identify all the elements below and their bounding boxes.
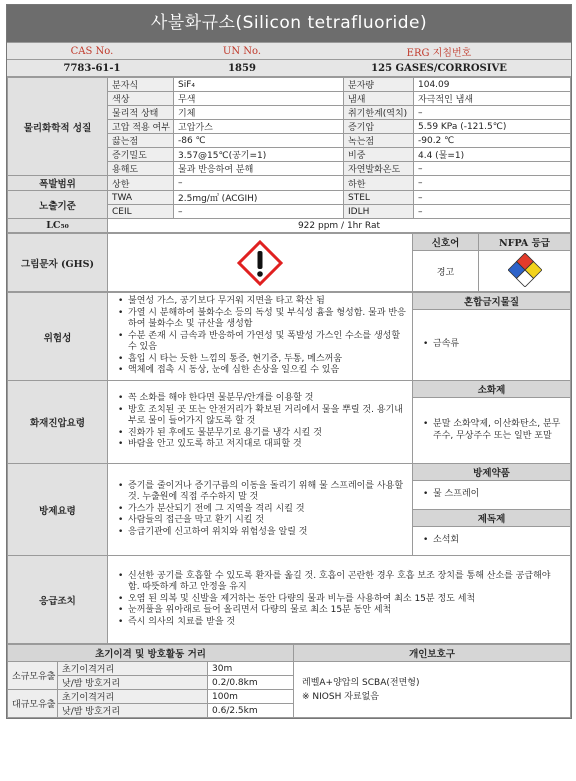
erg-label: ERG 지침번호: [307, 43, 571, 60]
prop-value: 4.4 (물=1): [414, 148, 571, 162]
ghs-pictogram: [112, 240, 408, 286]
list-item: • 소석회: [433, 535, 564, 547]
explosion-section-label: 폭발범위: [8, 176, 108, 191]
list-item: • 수분 존재 시 금속과 반응하여 가연성 및 폭발성 가스인 수소를 생성할 수 있음: [128, 331, 406, 354]
list-item: • 흡입 시 타는 듯한 느낌의 통증, 현기증, 두통, 메스꺼움: [128, 354, 406, 366]
list-item: • 불연성 가스, 공기보다 무거워 지면을 타고 확산 됨: [128, 296, 406, 308]
cas-value: 7783-61-1: [7, 60, 177, 77]
prop-key: 상한: [108, 176, 174, 191]
control-section-label: 방제요령: [8, 464, 108, 556]
list-item: • 진화가 된 후에도 물분무기로 용기를 냉각 시킬 것: [128, 428, 406, 440]
prop-value: –: [414, 106, 571, 120]
prop-key: CEIL: [108, 205, 174, 219]
prop-key: 자연발화온도: [344, 162, 414, 176]
isolation-key: 초기이격거리: [58, 690, 208, 704]
msds-sheet: [6, 4, 572, 719]
list-item: • 가스가 분산되기 전에 그 지역을 격리 시킬 것: [128, 504, 406, 516]
isolation-key: 낮/밤 방호거리: [58, 704, 208, 718]
id-table: [7, 42, 571, 77]
isolation-table: [7, 644, 571, 718]
prop-value: 5.59 KPa (-121.5℃): [414, 120, 571, 134]
physical-section-label: 물리화학적 성질: [8, 78, 108, 176]
prop-key: TWA: [108, 191, 174, 205]
prop-value: 2.5mg/㎥ (ACGIH): [174, 191, 344, 205]
large-spill-label: 대규모유출: [8, 690, 58, 718]
signal-word-label: 신호어: [413, 234, 479, 251]
exclamation-mark-pictogram-icon: [237, 240, 283, 286]
list-item: • 증기를 줄이거나 증기구름의 이동을 돌리기 위해 물 스프레이를 사용할 것. 누출원에 직접 주수하지 말 것: [128, 481, 406, 504]
prop-key: 용해도: [108, 162, 174, 176]
ghs-label: 그림문자 (GHS): [8, 234, 108, 292]
list-item: • 응급기관에 신고하여 위치와 위험성을 알릴 것: [128, 527, 406, 539]
list-item: • 꼭 소화를 해야 한다면 물분무/안개를 이용할 것: [128, 393, 406, 405]
prop-value: SiF₄: [174, 78, 344, 92]
nfpa-diamond-icon: [508, 253, 542, 287]
un-value: 1859: [177, 60, 307, 77]
list-item: • 사람들의 접근을 막고 환기 시킬 것: [128, 515, 406, 527]
prop-value: –: [414, 191, 571, 205]
isolation-value: 0.6/2.5km: [208, 704, 294, 718]
prop-value: 고압가스: [174, 120, 344, 134]
page-title: 사불화규소(Silicon tetrafluoride): [7, 5, 571, 42]
lc50-value: 922 ppm / 1hr Rat: [108, 219, 571, 233]
neutralizer-label: 제독제: [413, 510, 571, 527]
prop-value: 기체: [174, 106, 344, 120]
prop-value: –: [414, 176, 571, 191]
lc50-label: LC₅₀: [8, 219, 108, 233]
prop-value: –: [174, 205, 344, 219]
prop-key: 하한: [344, 176, 414, 191]
incompatible-label: 혼합금지물질: [413, 293, 571, 310]
ppe-section-label: 개인보호구: [294, 645, 571, 662]
prop-value: –: [174, 176, 344, 191]
isolation-key: 초기이격거리: [58, 662, 208, 676]
prop-value: -90.2 ℃: [414, 134, 571, 148]
prop-value: –: [414, 205, 571, 219]
cas-label: CAS No.: [7, 43, 177, 60]
erg-value: 125 GASES/CORROSIVE: [307, 60, 571, 77]
property-table: [7, 77, 571, 233]
list-item: • 오염 된 의복 및 신발을 제거하는 동안 다량의 물과 비누를 사용하여 최소 15분 정도 세척: [128, 594, 564, 606]
hazard-list: [114, 296, 406, 377]
small-spill-label: 소규모유출: [8, 662, 58, 690]
fire-list: [114, 393, 406, 451]
prop-value: 자극적인 냄새: [414, 92, 571, 106]
list-item: • 액체에 접촉 시 동상, 눈에 심한 손상을 일으킬 수 있음: [128, 365, 406, 377]
control-agent-label: 방제약품: [413, 464, 571, 481]
prop-value: 물과 반응하여 분해: [174, 162, 344, 176]
isolation-key: 낮/밤 방호거리: [58, 676, 208, 690]
extinguisher-label: 소화제: [413, 381, 571, 398]
prop-key: 물리적 상태: [108, 106, 174, 120]
hazard-table: [7, 292, 571, 644]
list-item: • 신선한 공기를 호흡할 수 있도록 환자를 옮길 것. 호흡이 곤란한 경우 호흡 보조 장치를 통해 산소를 공급해야 함. 따뜻하게 하고 안정을 유지: [128, 571, 564, 594]
isolation-section-label: 초기이격 및 방호활동 거리: [8, 645, 294, 662]
ghs-table: [7, 233, 571, 292]
prop-key: 녹는점: [344, 134, 414, 148]
exposure-section-label: 노출기준: [8, 191, 108, 219]
list-item: • 금속류: [433, 339, 564, 351]
prop-key: IDLH: [344, 205, 414, 219]
isolation-value: 0.2/0.8km: [208, 676, 294, 690]
prop-value: -86 ℃: [174, 134, 344, 148]
prop-value: 3.57@15℃(공기=1): [174, 148, 344, 162]
prop-key: STEL: [344, 191, 414, 205]
prop-key: 증기압: [344, 120, 414, 134]
prop-value: 104.09: [414, 78, 571, 92]
nfpa-label: NFPA 등급: [479, 234, 571, 251]
prop-key: 분자량: [344, 78, 414, 92]
list-item: • 방호 조치된 곳 또는 안전거리가 확보된 거리에서 물을 뿌릴 것. 용기내부로 물이 들어가지 않도록 할 것: [128, 405, 406, 428]
hazard-section-label: 위험성: [8, 293, 108, 381]
list-item: • 바람을 안고 있도록 하고 저지대로 대피할 것: [128, 439, 406, 451]
firstaid-section-label: 응급조치: [8, 556, 108, 644]
control-list: [114, 481, 406, 539]
isolation-value: 100m: [208, 690, 294, 704]
firstaid-list: [114, 571, 564, 629]
isolation-value: 30m: [208, 662, 294, 676]
prop-key: 취기한계(역치): [344, 106, 414, 120]
un-label: UN No.: [177, 43, 307, 60]
prop-key: 비중: [344, 148, 414, 162]
list-item: • 물 스프레이: [433, 489, 564, 501]
prop-value: 무색: [174, 92, 344, 106]
list-item: • 분말 소화약제, 이산화탄소, 분무주수, 무상주수 또는 일반 포말: [433, 419, 564, 442]
prop-value: –: [414, 162, 571, 176]
fire-section-label: 화재진압요령: [8, 381, 108, 464]
prop-key: 색상: [108, 92, 174, 106]
list-item: • 즉시 의사의 치료를 받을 것: [128, 617, 564, 629]
ppe-note: ※ NIOSH 자료없음: [302, 691, 380, 702]
prop-key: 고압 적용 여부: [108, 120, 174, 134]
ppe-line: 레벨A+양압의 SCBA(전면형): [302, 677, 420, 688]
prop-key: 분자식: [108, 78, 174, 92]
prop-key: 증기밀도: [108, 148, 174, 162]
list-item: • 눈꺼풀을 위아래로 들어 올리면서 다량의 물로 최소 15분 동안 세척: [128, 605, 564, 617]
prop-key: 냄새: [344, 92, 414, 106]
prop-key: 끓는점: [108, 134, 174, 148]
list-item: • 가열 시 분해하여 불화수소 등의 독성 및 부식성 흄을 형성함. 물과 반응하여 불화수소 및 규산을 생성함: [128, 308, 406, 331]
signal-word-value: 경고: [413, 251, 479, 292]
